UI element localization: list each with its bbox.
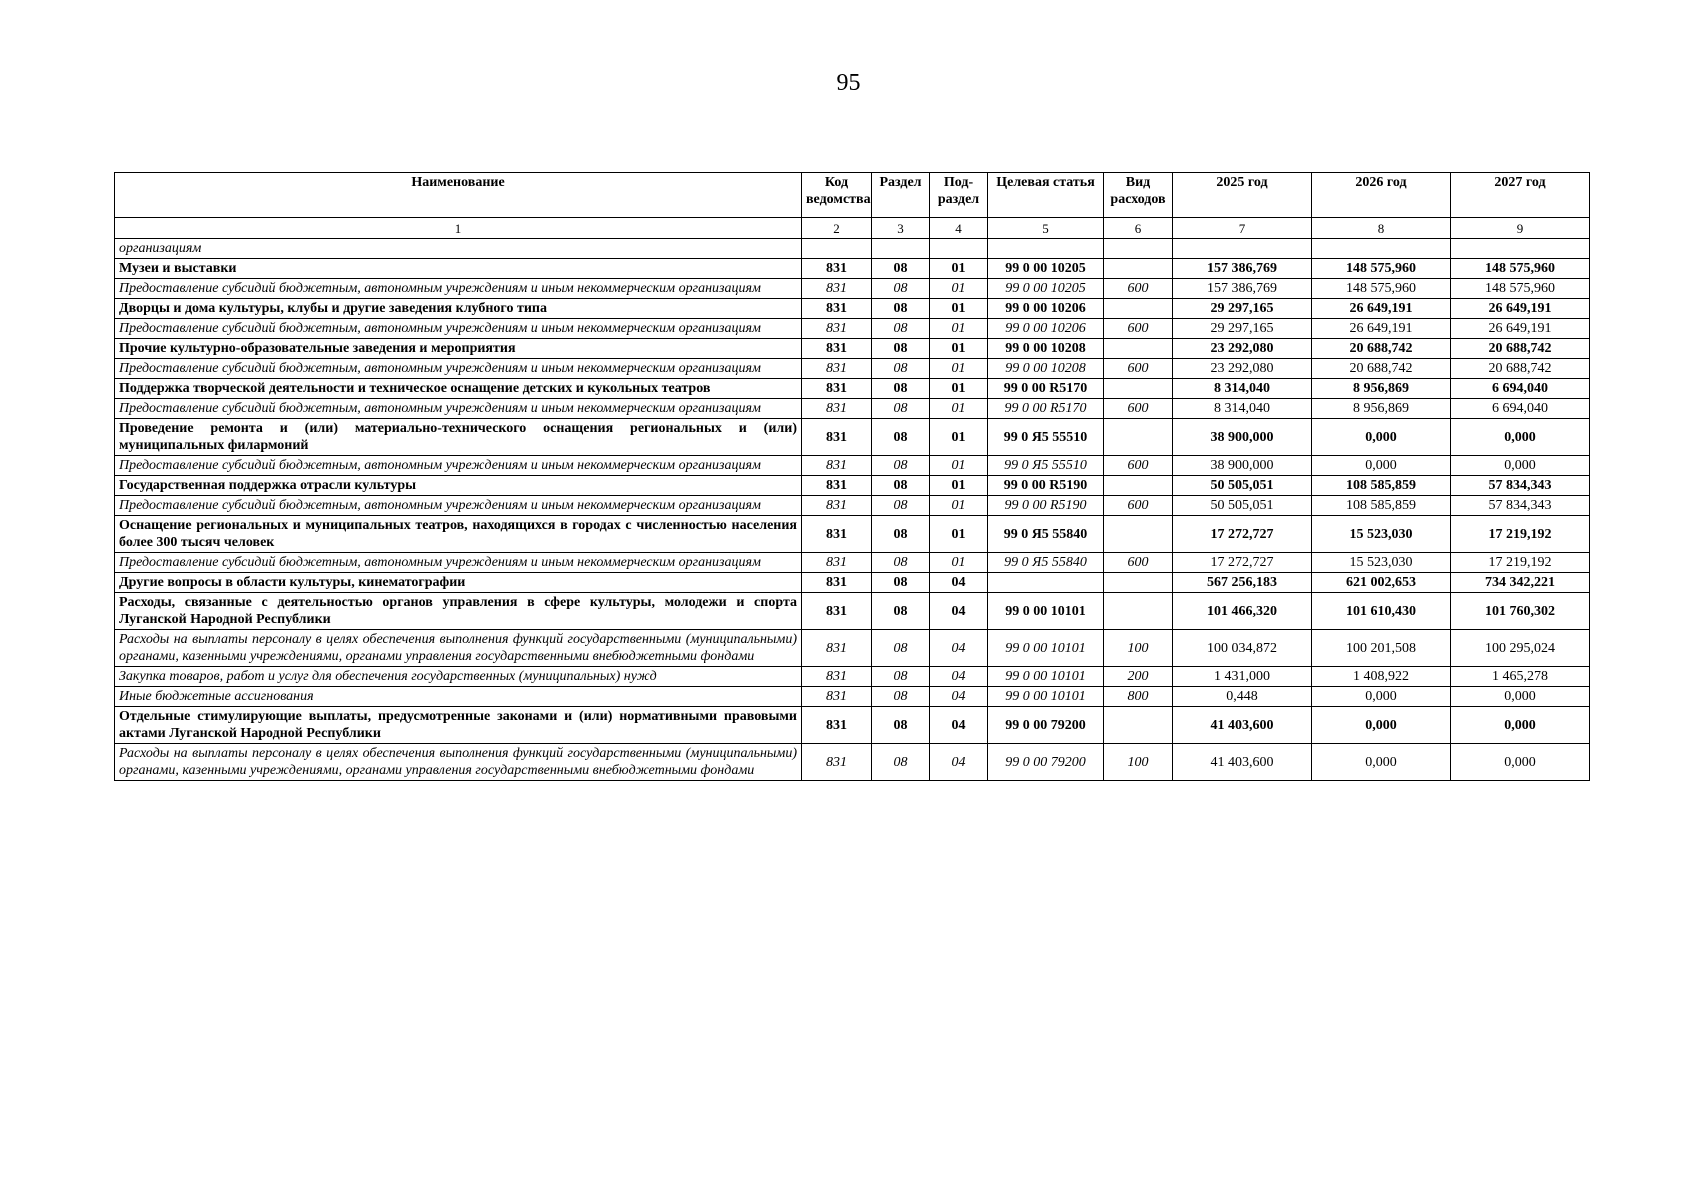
row-2026-amount: 108 585,859 — [1312, 496, 1451, 516]
table-row — [115, 299, 1590, 319]
table-row — [115, 379, 1590, 399]
header-name: Наименование — [115, 173, 802, 218]
table-row — [115, 239, 1590, 259]
row-2026-amount: 8 956,869 — [1312, 379, 1451, 399]
table-row — [115, 359, 1590, 379]
row-subsection: 01 — [930, 553, 988, 573]
row-2025-amount: 41 403,600 — [1173, 744, 1312, 781]
row-2025-amount: 50 505,051 — [1173, 496, 1312, 516]
table-row — [115, 259, 1590, 279]
row-code: 831 — [802, 667, 872, 687]
row-code: 831 — [802, 299, 872, 319]
row-2025-amount: 29 297,165 — [1173, 299, 1312, 319]
row-subsection: 01 — [930, 319, 988, 339]
row-name: Прочие культурно-образовательные заведения и мероприятия — [115, 339, 802, 359]
row-2025-amount: 157 386,769 — [1173, 259, 1312, 279]
header-2026: 2026 год — [1312, 173, 1451, 218]
row-2027-amount: 17 219,192 — [1451, 553, 1590, 573]
row-2026-amount: 0,000 — [1312, 419, 1451, 456]
row-2027-amount: 0,000 — [1451, 456, 1590, 476]
row-name: Музеи и выставки — [115, 259, 802, 279]
row-subsection — [930, 239, 988, 259]
row-target: 99 0 00 10101 — [988, 630, 1104, 667]
row-2027-amount: 0,000 — [1451, 707, 1590, 744]
row-expense-type: 600 — [1104, 456, 1173, 476]
row-2025-amount: 17 272,727 — [1173, 516, 1312, 553]
row-section: 08 — [872, 319, 930, 339]
header-target: Целевая статья — [988, 173, 1104, 218]
row-2026-amount: 148 575,960 — [1312, 259, 1451, 279]
row-target: 99 0 00 10208 — [988, 339, 1104, 359]
row-2027-amount: 20 688,742 — [1451, 339, 1590, 359]
row-2026-amount: 20 688,742 — [1312, 339, 1451, 359]
row-target: 99 0 00 10101 — [988, 593, 1104, 630]
row-name: Государственная поддержка отрасли культуры — [115, 476, 802, 496]
row-code: 831 — [802, 279, 872, 299]
row-2027-amount: 6 694,040 — [1451, 379, 1590, 399]
row-code: 831 — [802, 707, 872, 744]
row-section: 08 — [872, 399, 930, 419]
row-expense-type: 200 — [1104, 667, 1173, 687]
row-code: 831 — [802, 419, 872, 456]
table-row — [115, 319, 1590, 339]
row-name: Оснащение региональных и муниципальных театров, находящихся в городах с численностью населения более 300 тысяч человек — [115, 516, 802, 553]
row-2027-amount: 734 342,221 — [1451, 573, 1590, 593]
row-target: 99 0 00 10205 — [988, 259, 1104, 279]
table-row — [115, 687, 1590, 707]
row-2025-amount: 0,448 — [1173, 687, 1312, 707]
row-2027-amount: 17 219,192 — [1451, 516, 1590, 553]
row-section: 08 — [872, 476, 930, 496]
table-row — [115, 667, 1590, 687]
column-number: 8 — [1312, 218, 1451, 239]
row-2026-amount: 100 201,508 — [1312, 630, 1451, 667]
row-2027-amount: 57 834,343 — [1451, 496, 1590, 516]
row-2026-amount: 8 956,869 — [1312, 399, 1451, 419]
row-section: 08 — [872, 593, 930, 630]
row-name: Предоставление субсидий бюджетным, автономным учреждениям и иным некоммерческим организациям — [115, 319, 802, 339]
row-target: 99 0 00 R5170 — [988, 379, 1104, 399]
column-number: 9 — [1451, 218, 1590, 239]
row-name: Поддержка творческой деятельности и техническое оснащение детских и кукольных театров — [115, 379, 802, 399]
row-section — [872, 239, 930, 259]
row-target: 99 0 Я5 55510 — [988, 456, 1104, 476]
row-2026-amount: 15 523,030 — [1312, 516, 1451, 553]
row-subsection: 01 — [930, 359, 988, 379]
table-body — [115, 218, 1590, 781]
row-section: 08 — [872, 707, 930, 744]
row-2025-amount: 17 272,727 — [1173, 553, 1312, 573]
row-target: 99 0 00 10206 — [988, 299, 1104, 319]
row-code: 831 — [802, 379, 872, 399]
row-section: 08 — [872, 496, 930, 516]
row-2026-amount: 20 688,742 — [1312, 359, 1451, 379]
column-number: 7 — [1173, 218, 1312, 239]
row-subsection: 04 — [930, 573, 988, 593]
row-2025-amount: 38 900,000 — [1173, 456, 1312, 476]
row-expense-type: 600 — [1104, 319, 1173, 339]
table-row — [115, 593, 1590, 630]
row-2025-amount: 100 034,872 — [1173, 630, 1312, 667]
row-target: 99 0 00 R5190 — [988, 476, 1104, 496]
row-expense-type: 100 — [1104, 630, 1173, 667]
row-2027-amount: 0,000 — [1451, 744, 1590, 781]
row-2025-amount: 41 403,600 — [1173, 707, 1312, 744]
row-2027-amount: 0,000 — [1451, 419, 1590, 456]
table-row — [115, 573, 1590, 593]
column-number: 4 — [930, 218, 988, 239]
page-number: 95 — [836, 70, 861, 96]
row-target — [988, 239, 1104, 259]
table-row — [115, 476, 1590, 496]
row-2027-amount: 6 694,040 — [1451, 399, 1590, 419]
header-row — [115, 173, 1590, 218]
row-code: 831 — [802, 573, 872, 593]
row-2025-amount: 23 292,080 — [1173, 359, 1312, 379]
row-2026-amount: 0,000 — [1312, 744, 1451, 781]
row-expense-type — [1104, 707, 1173, 744]
row-name: Отдельные стимулирующие выплаты, предусмотренные законами и (или) нормативными правовыми актами Луганской Народной Республики — [115, 707, 802, 744]
row-section: 08 — [872, 667, 930, 687]
row-2025-amount: 8 314,040 — [1173, 379, 1312, 399]
row-expense-type — [1104, 593, 1173, 630]
row-target: 99 0 00 79200 — [988, 744, 1104, 781]
column-number: 1 — [115, 218, 802, 239]
row-subsection: 01 — [930, 339, 988, 359]
row-expense-type: 100 — [1104, 744, 1173, 781]
row-code: 831 — [802, 593, 872, 630]
row-2025-amount: 101 466,320 — [1173, 593, 1312, 630]
row-2027-amount: 101 760,302 — [1451, 593, 1590, 630]
row-name: Предоставление субсидий бюджетным, автономным учреждениям и иным некоммерческим организациям — [115, 279, 802, 299]
row-2026-amount: 101 610,430 — [1312, 593, 1451, 630]
column-number: 2 — [802, 218, 872, 239]
column-number: 6 — [1104, 218, 1173, 239]
column-number: 5 — [988, 218, 1104, 239]
table-row — [115, 419, 1590, 456]
row-code: 831 — [802, 630, 872, 667]
row-name: Расходы на выплаты персоналу в целях обеспечения выполнения функций государственными (муниципальными) органами, казенными учреждениями, органами управления государственными внебюджетными фондами — [115, 744, 802, 781]
row-expense-type: 600 — [1104, 399, 1173, 419]
row-2027-amount: 148 575,960 — [1451, 279, 1590, 299]
row-section: 08 — [872, 573, 930, 593]
row-target: 99 0 00 R5190 — [988, 496, 1104, 516]
table-row — [115, 399, 1590, 419]
row-2027-amount — [1451, 239, 1590, 259]
row-code: 831 — [802, 496, 872, 516]
table-row — [115, 339, 1590, 359]
row-target: 99 0 00 10208 — [988, 359, 1104, 379]
row-2027-amount: 1 465,278 — [1451, 667, 1590, 687]
row-target: 99 0 00 10101 — [988, 687, 1104, 707]
row-name: Закупка товаров, работ и услуг для обеспечения государственных (муниципальных) нужд — [115, 667, 802, 687]
table-row — [115, 456, 1590, 476]
row-name: Предоставление субсидий бюджетным, автономным учреждениям и иным некоммерческим организациям — [115, 359, 802, 379]
row-subsection: 01 — [930, 496, 988, 516]
row-code: 831 — [802, 744, 872, 781]
row-name: Расходы, связанные с деятельностью органов управления в сфере культуры, молодежи и спорта Луганской Народной Республики — [115, 593, 802, 630]
header-subsection: Под-раздел — [930, 173, 988, 218]
row-code: 831 — [802, 456, 872, 476]
row-section: 08 — [872, 687, 930, 707]
row-section: 08 — [872, 379, 930, 399]
table-row — [115, 279, 1590, 299]
row-subsection: 04 — [930, 667, 988, 687]
row-target: 99 0 00 10205 — [988, 279, 1104, 299]
row-name: Иные бюджетные ассигнования — [115, 687, 802, 707]
row-expense-type — [1104, 419, 1173, 456]
row-2027-amount: 26 649,191 — [1451, 319, 1590, 339]
row-code: 831 — [802, 516, 872, 553]
row-2026-amount: 0,000 — [1312, 456, 1451, 476]
row-expense-type: 800 — [1104, 687, 1173, 707]
column-number: 3 — [872, 218, 930, 239]
row-2026-amount: 26 649,191 — [1312, 299, 1451, 319]
row-2025-amount: 567 256,183 — [1173, 573, 1312, 593]
row-target: 99 0 00 79200 — [988, 707, 1104, 744]
row-name: Предоставление субсидий бюджетным, автономным учреждениям и иным некоммерческим организациям — [115, 399, 802, 419]
row-name: Предоставление субсидий бюджетным, автономным учреждениям и иным некоммерческим организациям — [115, 456, 802, 476]
row-subsection: 01 — [930, 299, 988, 319]
row-subsection: 01 — [930, 476, 988, 496]
row-expense-type: 600 — [1104, 496, 1173, 516]
row-target: 99 0 Я5 55840 — [988, 553, 1104, 573]
row-code: 831 — [802, 319, 872, 339]
row-section: 08 — [872, 456, 930, 476]
table-row — [115, 707, 1590, 744]
row-2026-amount: 108 585,859 — [1312, 476, 1451, 496]
row-2026-amount: 15 523,030 — [1312, 553, 1451, 573]
table-row — [115, 496, 1590, 516]
column-number-row — [115, 218, 1590, 239]
row-code: 831 — [802, 399, 872, 419]
row-expense-type — [1104, 239, 1173, 259]
row-2026-amount — [1312, 239, 1451, 259]
row-2026-amount: 0,000 — [1312, 687, 1451, 707]
row-subsection: 01 — [930, 456, 988, 476]
row-code: 831 — [802, 476, 872, 496]
row-2025-amount: 50 505,051 — [1173, 476, 1312, 496]
row-section: 08 — [872, 279, 930, 299]
table-row — [115, 744, 1590, 781]
table-row — [115, 553, 1590, 573]
row-code: 831 — [802, 553, 872, 573]
row-name: Другие вопросы в области культуры, кинематографии — [115, 573, 802, 593]
row-expense-type — [1104, 299, 1173, 319]
row-target: 99 0 Я5 55510 — [988, 419, 1104, 456]
row-subsection: 04 — [930, 707, 988, 744]
header-2025: 2025 год — [1173, 173, 1312, 218]
row-2026-amount: 621 002,653 — [1312, 573, 1451, 593]
row-expense-type — [1104, 339, 1173, 359]
row-subsection: 01 — [930, 259, 988, 279]
row-target: 99 0 00 10101 — [988, 667, 1104, 687]
row-name: Проведение ремонта и (или) материально-технического оснащения региональных и (или) муниципальных филармоний — [115, 419, 802, 456]
row-2027-amount: 0,000 — [1451, 687, 1590, 707]
row-target: 99 0 00 10206 — [988, 319, 1104, 339]
row-section: 08 — [872, 630, 930, 667]
row-expense-type — [1104, 573, 1173, 593]
header-2027: 2027 год — [1451, 173, 1590, 218]
row-expense-type: 600 — [1104, 359, 1173, 379]
row-section: 08 — [872, 299, 930, 319]
row-section: 08 — [872, 553, 930, 573]
row-name: Расходы на выплаты персоналу в целях обеспечения выполнения функций государственными (муниципальными) органами, казенными учреждениями, органами управления государственными внебюджетными фондами — [115, 630, 802, 667]
row-2025-amount — [1173, 239, 1312, 259]
row-2025-amount: 38 900,000 — [1173, 419, 1312, 456]
header-section: Раздел — [872, 173, 930, 218]
row-2027-amount: 148 575,960 — [1451, 259, 1590, 279]
row-2026-amount: 26 649,191 — [1312, 319, 1451, 339]
row-code: 831 — [802, 687, 872, 707]
row-expense-type — [1104, 379, 1173, 399]
row-2026-amount: 1 408,922 — [1312, 667, 1451, 687]
row-2026-amount: 0,000 — [1312, 707, 1451, 744]
row-name: Предоставление субсидий бюджетным, автономным учреждениям и иным некоммерческим организациям — [115, 496, 802, 516]
row-2025-amount: 29 297,165 — [1173, 319, 1312, 339]
row-expense-type — [1104, 476, 1173, 496]
row-code — [802, 239, 872, 259]
row-subsection: 04 — [930, 687, 988, 707]
row-subsection: 01 — [930, 279, 988, 299]
row-section: 08 — [872, 339, 930, 359]
row-section: 08 — [872, 516, 930, 553]
row-target: 99 0 00 R5170 — [988, 399, 1104, 419]
row-subsection: 01 — [930, 379, 988, 399]
row-expense-type — [1104, 516, 1173, 553]
row-expense-type: 600 — [1104, 553, 1173, 573]
row-name: Дворцы и дома культуры, клубы и другие заведения клубного типа — [115, 299, 802, 319]
row-section: 08 — [872, 359, 930, 379]
row-section: 08 — [872, 744, 930, 781]
row-target — [988, 573, 1104, 593]
row-2027-amount: 20 688,742 — [1451, 359, 1590, 379]
row-subsection: 04 — [930, 593, 988, 630]
row-subsection: 04 — [930, 744, 988, 781]
row-subsection: 01 — [930, 399, 988, 419]
row-subsection: 01 — [930, 419, 988, 456]
row-expense-type: 600 — [1104, 279, 1173, 299]
row-section: 08 — [872, 259, 930, 279]
header-code: Код ведомства — [802, 173, 872, 218]
row-subsection: 04 — [930, 630, 988, 667]
budget-table — [114, 172, 1590, 781]
row-2025-amount: 157 386,769 — [1173, 279, 1312, 299]
row-name: организациям — [115, 239, 802, 259]
table-row — [115, 630, 1590, 667]
row-2027-amount: 26 649,191 — [1451, 299, 1590, 319]
row-target: 99 0 Я5 55840 — [988, 516, 1104, 553]
header-type: Вид расходов — [1104, 173, 1173, 218]
row-code: 831 — [802, 359, 872, 379]
row-2025-amount: 1 431,000 — [1173, 667, 1312, 687]
row-2025-amount: 23 292,080 — [1173, 339, 1312, 359]
row-expense-type — [1104, 259, 1173, 279]
row-2025-amount: 8 314,040 — [1173, 399, 1312, 419]
row-subsection: 01 — [930, 516, 988, 553]
row-2027-amount: 100 295,024 — [1451, 630, 1590, 667]
row-2027-amount: 57 834,343 — [1451, 476, 1590, 496]
table-row — [115, 516, 1590, 553]
row-code: 831 — [802, 339, 872, 359]
row-section: 08 — [872, 419, 930, 456]
row-name: Предоставление субсидий бюджетным, автономным учреждениям и иным некоммерческим организациям — [115, 553, 802, 573]
row-code: 831 — [802, 259, 872, 279]
row-2026-amount: 148 575,960 — [1312, 279, 1451, 299]
